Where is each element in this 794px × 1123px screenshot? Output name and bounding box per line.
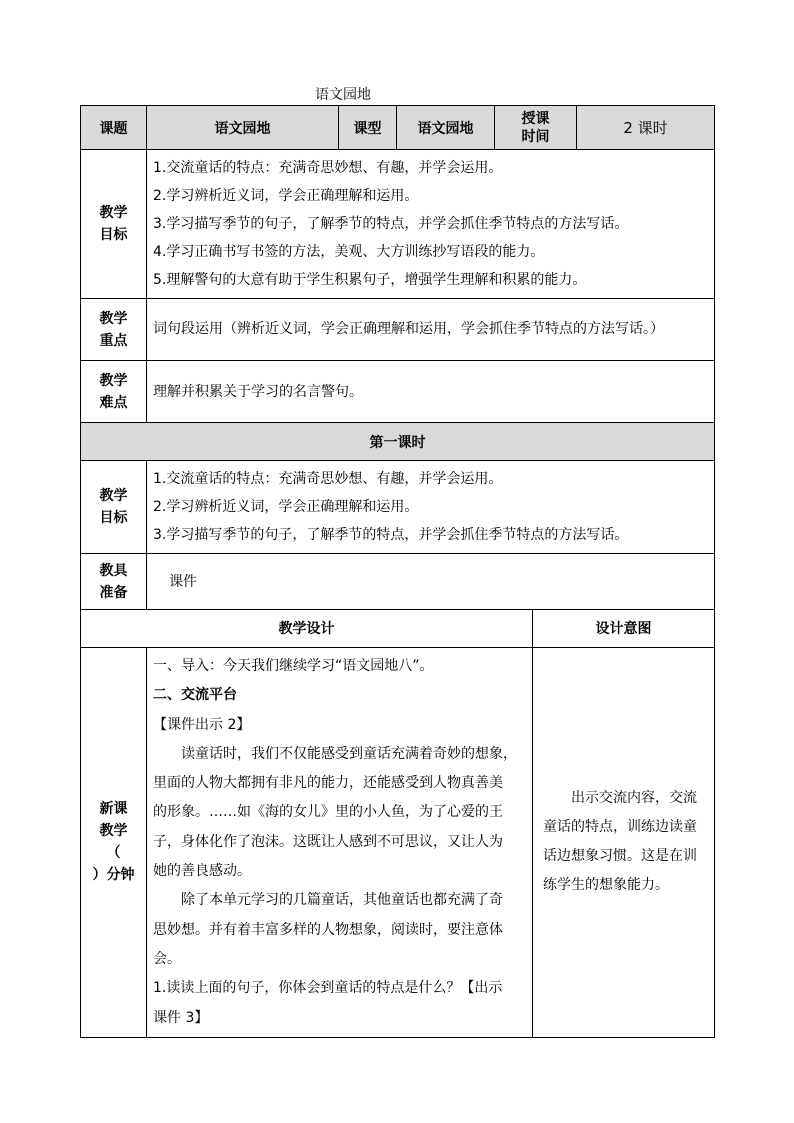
hours-value: 2 课时: [577, 106, 715, 150]
prep-content: 课件: [147, 554, 715, 610]
lesson-one-heading: 第一课时: [81, 423, 715, 461]
design-header-row: [81, 610, 715, 648]
type-label: 课型: [339, 106, 397, 150]
difficulty-label: [81, 361, 147, 423]
design-header: 教学设计: [81, 610, 533, 648]
prep-label-line-1: 教具: [99, 562, 128, 579]
goals-label: [81, 150, 147, 299]
lesson-plan-table: [80, 105, 715, 1038]
design-line: 1.读读上面的句子，你体会到童话的特点是什么？【出示: [153, 980, 503, 997]
goals-one-label-line-1: 教学: [99, 488, 128, 504]
goals-label-line-2: 目标: [99, 227, 128, 243]
time-label-line-1: 授课: [521, 110, 550, 127]
type-value: 语文园地: [397, 106, 495, 150]
goal-item: 2.学习辨析近义词，学会正确理解和运用。: [153, 188, 419, 204]
new-lesson-label: [81, 648, 147, 1038]
goals-one-label-line-2: 目标: [99, 510, 128, 526]
time-label-line-2: 时间: [521, 128, 550, 145]
intent-content: [533, 648, 715, 1038]
goals-one-content: [147, 461, 715, 554]
goal-one-item: 3.学习描写季节的句子，了解季节的特点，并学会抓住季节特点的方法写话。: [153, 527, 629, 543]
goals-label-line-1: 教学: [99, 205, 128, 221]
difficulty-row: [81, 361, 715, 423]
design-content: [147, 648, 533, 1038]
goals-row: [81, 150, 715, 299]
key-label-line-1: 教学: [99, 310, 128, 327]
difficulty-content: 理解并积累关于学习的名言警句。: [147, 361, 715, 423]
new-lesson-label-line-1: 新课: [99, 801, 128, 818]
goal-one-item: 2.学习辨析近义词，学会正确理解和运用。: [153, 499, 419, 515]
prep-label-line-2: 准备: [99, 584, 128, 601]
goal-item: 4.学习正确书写书签的方法，美观、大方训练抄写语段的能力。: [153, 244, 545, 260]
design-line: 思妙想。并有着丰富多样的人物想象，阅读时，要注意体: [153, 921, 503, 938]
design-line: 里面的人物大都拥有非凡的能力，还能感受到人物真善美: [153, 775, 503, 792]
goal-item: 3.学习描写季节的句子，了解季节的特点，并学会抓住季节特点的方法写话。: [153, 216, 629, 232]
new-lesson-row: [81, 648, 715, 1038]
time-label: [495, 106, 577, 150]
goals-one-row: [81, 461, 715, 554]
intent-text: 出示交流内容，交流童话的特点，训练边读童话边想象习惯。这是在训练学生的想象能力。: [543, 790, 697, 894]
design-line: 会。: [153, 950, 181, 967]
prep-row: [81, 554, 715, 610]
goal-item: 1.交流童话的特点：充满奇思妙想、有趣，并学会运用。: [153, 160, 503, 176]
design-section-heading: 二、交流平台: [153, 687, 237, 704]
design-line: 子，身体化作了泡沫。这既让人感到不可思议，又让人为: [153, 833, 503, 850]
key-label-line-2: 重点: [99, 332, 128, 349]
topic-value: 语文园地: [147, 106, 339, 150]
document-title: 语文园地: [315, 87, 371, 103]
key-label: [81, 299, 147, 361]
intent-header: 设计意图: [533, 610, 715, 648]
new-lesson-label-line-4: ）分钟: [92, 867, 135, 884]
difficulty-label-line-2: 难点: [99, 394, 128, 411]
new-lesson-label-line-2: 教学: [99, 823, 128, 840]
prep-label: [81, 554, 147, 610]
new-lesson-label-line-3: （: [106, 845, 121, 862]
goals-one-label: [81, 461, 147, 554]
lesson-one-row: [81, 423, 715, 461]
key-row: [81, 299, 715, 361]
goal-item: 5.理解警句的大意有助于学生积累句子，增强学生理解和积累的能力。: [153, 272, 587, 288]
design-line: 她的善良感动。: [153, 863, 251, 880]
goal-one-item: 1.交流童话的特点：充满奇思妙想、有趣，并学会运用。: [153, 471, 503, 487]
design-line: 除了本单元学习的几篇童话，其他童话也都充满了奇: [181, 892, 503, 909]
design-courseware-tag: 【课件出示 2】: [153, 716, 251, 733]
key-content: 词句段运用（辨析近义词，学会正确理解和运用，学会抓住季节特点的方法写话。）: [147, 299, 715, 361]
topic-label: 课题: [81, 106, 147, 150]
design-line: 读童话时，我们不仅能感受到童话充满着奇妙的想象，: [181, 745, 517, 762]
header-row: [81, 106, 715, 150]
design-line: 的形象。……如《海的女儿》里的小人鱼，为了心爱的王: [153, 804, 503, 821]
design-line: 一、导入：今天我们继续学习“语文园地八”。: [153, 658, 434, 674]
design-line: 课件 3】: [153, 1009, 209, 1026]
goals-content: [147, 150, 715, 299]
difficulty-label-line-1: 教学: [99, 372, 128, 389]
